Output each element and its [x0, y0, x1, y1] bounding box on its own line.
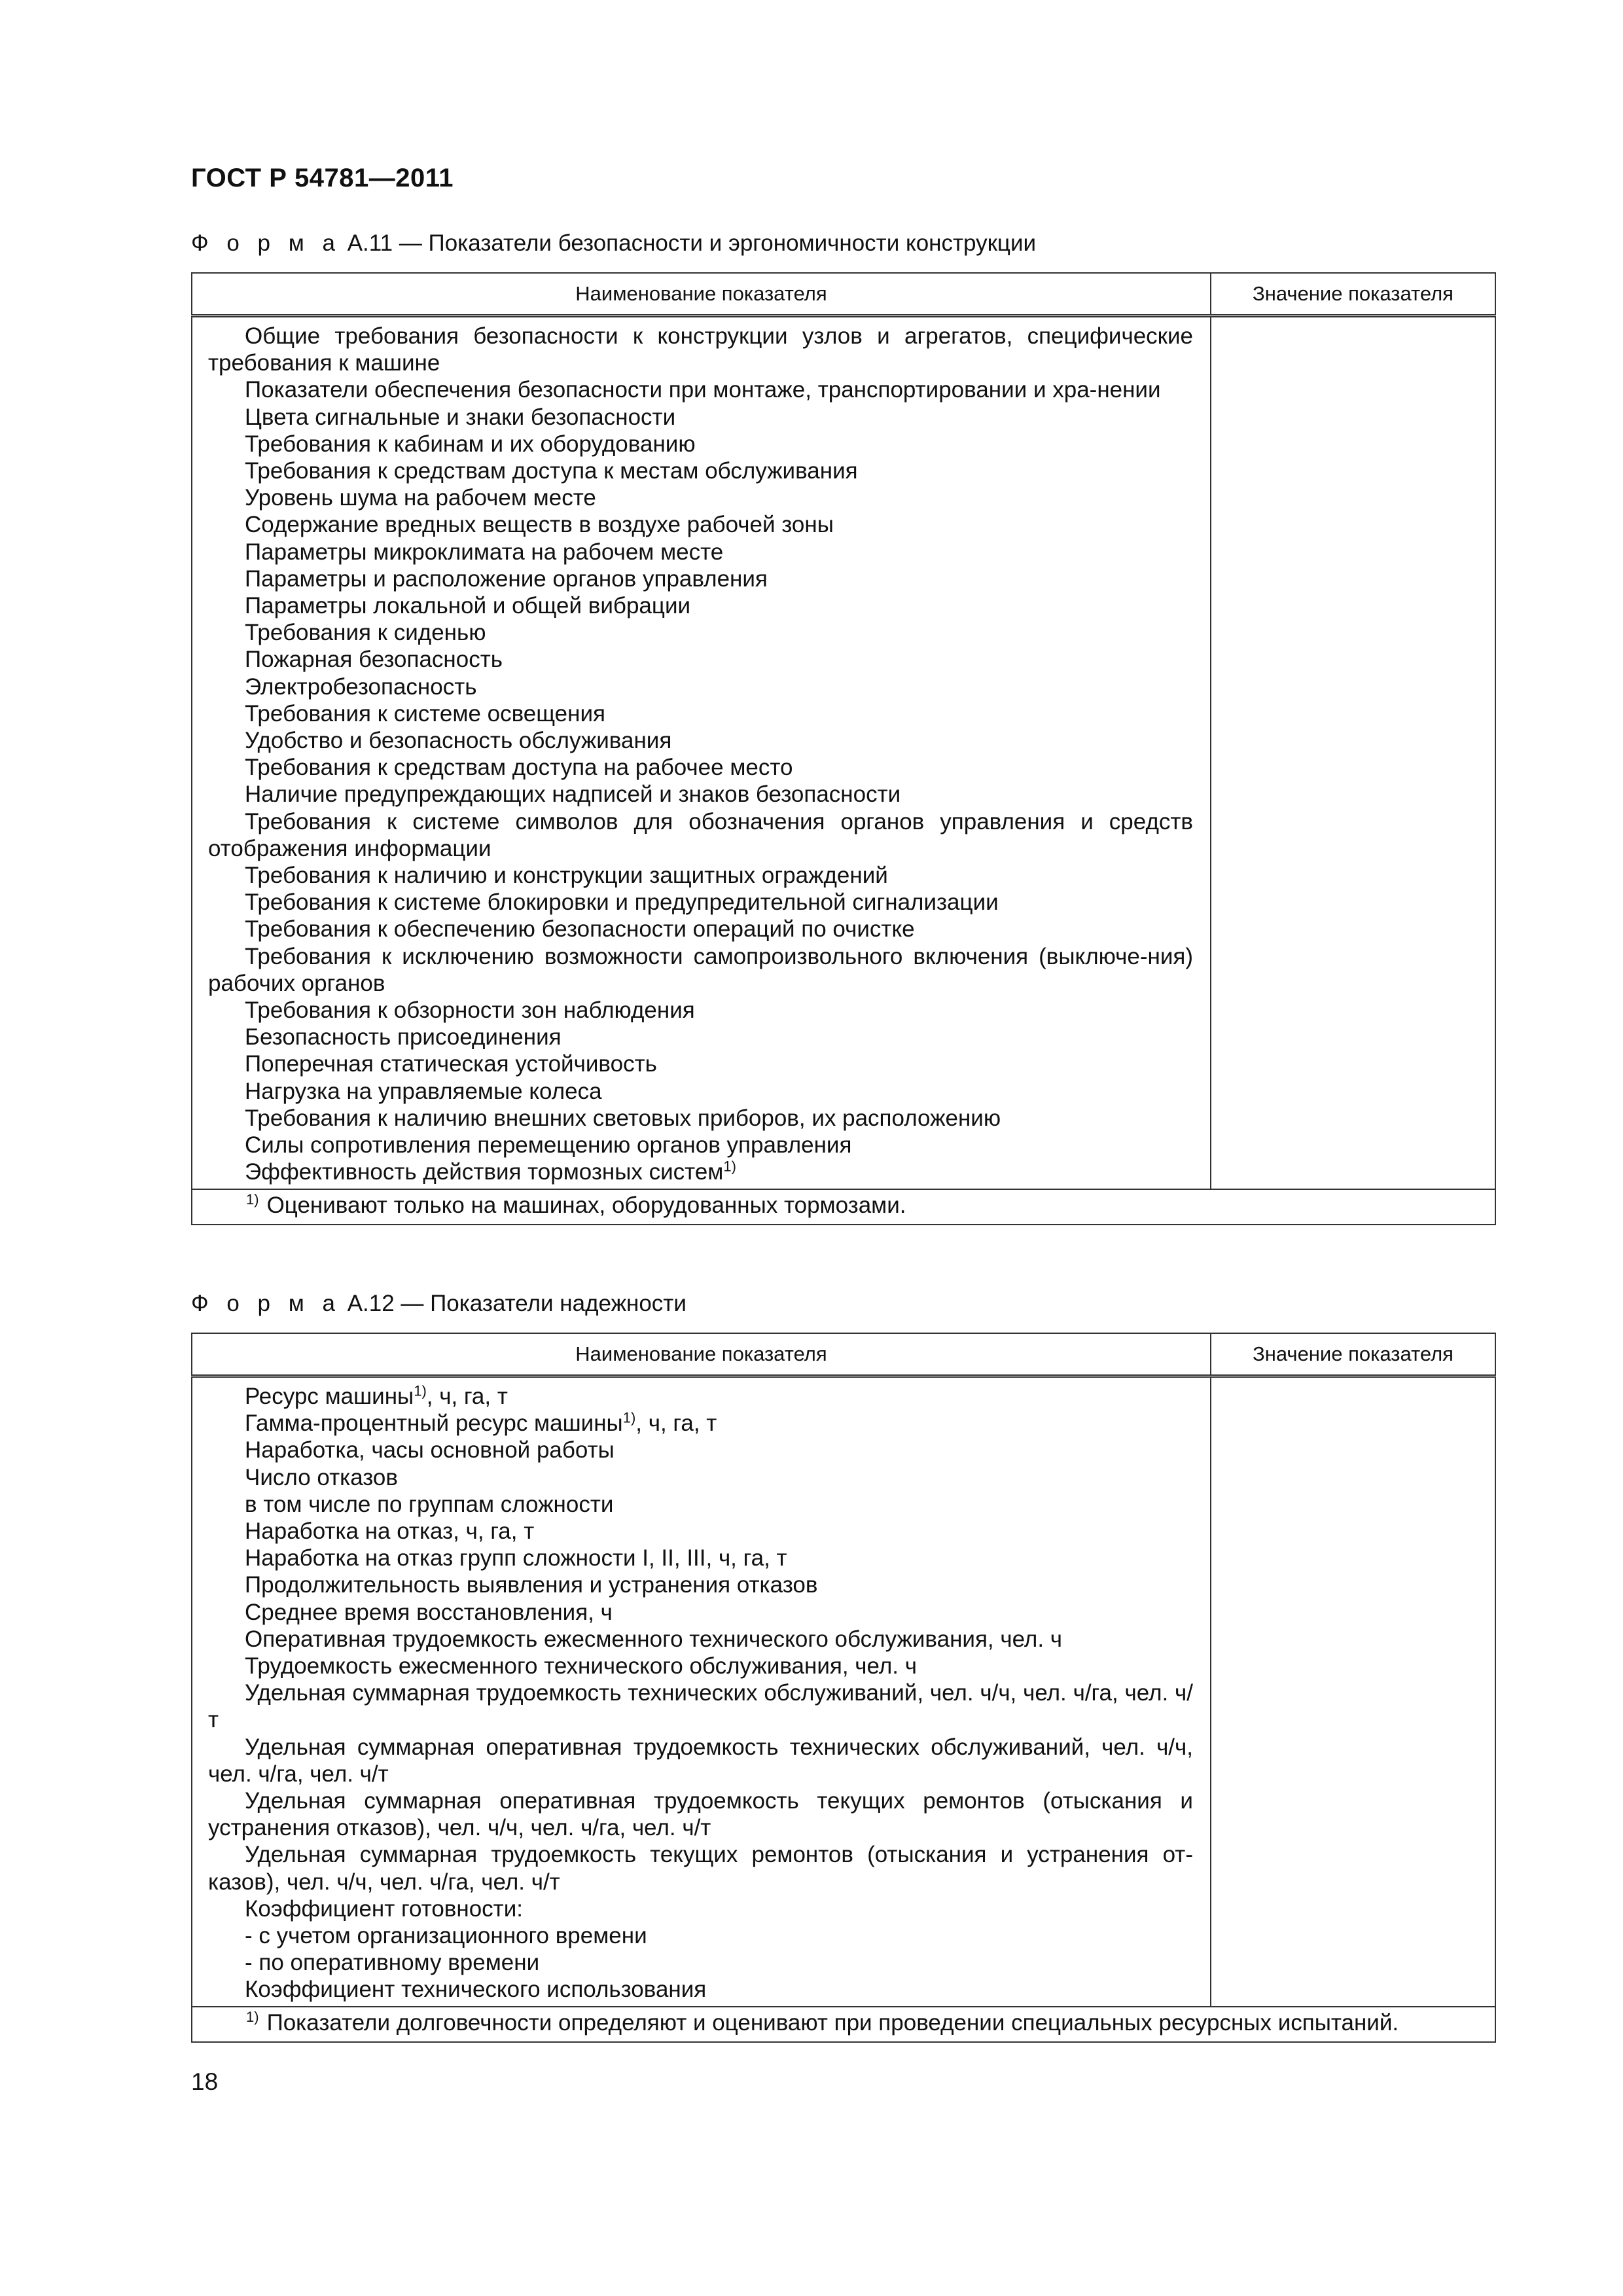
- indicator-item: [208, 484, 1193, 511]
- form-a11-caption-prefix: Ф о р м а: [191, 230, 341, 256]
- indicator-text: Удельная суммарная оперативная трудоемкость текущих ремонтов (отыскания и устранения отказов), чел. ч/ч, чел. ч/га, чел. ч/т: [208, 1788, 1193, 1841]
- indicator-text: Наработка, часы основной работы: [245, 1437, 615, 1463]
- indicator-item: [208, 1078, 1193, 1105]
- form-a12-value-cell[interactable]: [1211, 1376, 1495, 2007]
- indicator-text: Общие требования безопасности к конструкции узлов и агрегатов, специфические требования к машине: [208, 323, 1193, 376]
- indicator-item: [208, 1491, 1193, 1518]
- form-a12-items: [192, 1376, 1211, 2007]
- form-a12-header-name: Наименование показателя: [192, 1333, 1211, 1376]
- indicator-text: Нагрузка на управляемые колеса: [245, 1078, 602, 1104]
- indicator-text: Параметры локальной и общей вибрации: [245, 593, 691, 619]
- indicator-item: [208, 673, 1193, 700]
- form-a12-body-row: [192, 1376, 1495, 2007]
- indicator-item: [208, 431, 1193, 457]
- indicator-text: Требования к системе блокировки и предупредительной сигнализации: [245, 889, 999, 916]
- form-a12-header-row: [192, 1333, 1495, 1376]
- form-a12-caption: [191, 1291, 687, 1317]
- indicator-item: [208, 565, 1193, 592]
- indicator-text: Требования к наличию внешних световых приборов, их расположению: [245, 1105, 1001, 1131]
- indicator-item: [208, 1599, 1193, 1626]
- form-a11-footnote-mark: 1): [246, 1191, 259, 1208]
- form-a11-header-row: [192, 273, 1495, 316]
- indicator-item: [208, 1545, 1193, 1571]
- form-a12-caption-prefix: Ф о р м а: [191, 1291, 341, 1316]
- indicator-item: [208, 457, 1193, 484]
- indicator-item: [208, 916, 1193, 942]
- indicator-item: [208, 539, 1193, 565]
- document-code: ГОСТ Р 54781—2011: [191, 164, 454, 192]
- form-a11-table: [191, 272, 1496, 1225]
- form-a12-footnote-mark: 1): [246, 2009, 259, 2026]
- indicator-item: [208, 1132, 1193, 1158]
- indicator-item: [208, 889, 1193, 916]
- indicator-item: [208, 376, 1193, 403]
- indicator-item: [208, 943, 1193, 997]
- indicator-text: Показатели обеспечения безопасности при монтаже, транспортировании и хра-нении: [245, 377, 1161, 403]
- indicator-item: [208, 1383, 1193, 1410]
- indicator-item: [208, 1518, 1193, 1545]
- indicator-item: [208, 808, 1193, 862]
- indicator-text: - с учетом организационного времени: [245, 1923, 647, 1949]
- indicator-text: - по оперативному времени: [245, 1950, 540, 1976]
- form-a11-header-value: Значение показателя: [1211, 273, 1495, 316]
- indicator-item: [208, 1024, 1193, 1050]
- indicator-text: Требования к системе освещения: [245, 700, 605, 726]
- indicator-text: Параметры микроклимата на рабочем месте: [245, 539, 724, 565]
- indicator-text: Наработка на отказ, ч, га, т: [245, 1518, 535, 1545]
- indicator-item: [208, 404, 1193, 431]
- footnote-ref: 1): [622, 1409, 636, 1426]
- indicator-text: Требования к обеспечению безопасности операций по очистке: [245, 916, 915, 942]
- indicator-item: [208, 1105, 1193, 1132]
- form-a11-items: [192, 316, 1211, 1189]
- indicator-item: [208, 1571, 1193, 1598]
- indicator-item: [208, 619, 1193, 646]
- indicator-item: [208, 727, 1193, 754]
- indicator-item: [208, 1464, 1193, 1491]
- indicator-text: Требования к наличию и конструкции защитных ограждений: [245, 863, 888, 889]
- indicator-text: Удельная суммарная трудоемкость текущих ремонтов (отыскания и устранения от-казов), чел. ч/ч, чел. ч/га, чел. ч/т: [208, 1842, 1193, 1895]
- indicator-item: [208, 1976, 1193, 2003]
- form-a11-value-cell[interactable]: [1211, 316, 1495, 1189]
- indicator-text: Требования к кабинам и их оборудованию: [245, 431, 696, 457]
- indicator-text: Электробезопасность: [245, 673, 477, 700]
- form-a12-footnote-text: Показатели долговечности определяют и оценивают при проведении специальных ресурсных испытаний.: [266, 2009, 1399, 2036]
- indicator-text: Удельная суммарная оперативная трудоемкость технических обслуживаний, чел. ч/ч, чел. ч/га, чел. ч/т: [208, 1734, 1193, 1787]
- indicator-item: [208, 592, 1193, 619]
- indicator-text: Число отказов: [245, 1464, 398, 1490]
- indicator-item: [208, 1679, 1193, 1733]
- footnote-ref: 1): [414, 1382, 427, 1399]
- indicator-text: Требования к обзорности зон наблюдения: [245, 997, 695, 1024]
- indicator-text: Требования к средствам доступа на рабочее место: [245, 755, 793, 781]
- indicator-item: [208, 754, 1193, 781]
- indicator-text: Гамма-процентный ресурс машины: [245, 1410, 623, 1437]
- indicator-text: Содержание вредных веществ в воздухе рабочей зоны: [245, 512, 834, 538]
- indicator-text: Безопасность присоединения: [245, 1024, 562, 1050]
- indicator-item: [208, 997, 1193, 1024]
- indicator-text: Коэффициент готовности:: [245, 1895, 523, 1922]
- form-a11-footnote-row: [192, 1189, 1495, 1225]
- form-a11-caption: [191, 230, 1036, 257]
- indicator-text: Удобство и безопасность обслуживания: [245, 728, 672, 754]
- form-a11-caption-title: А.11 — Показатели безопасности и эргономичности конструкции: [340, 230, 1037, 256]
- indicator-units: , ч, га, т: [426, 1384, 508, 1409]
- indicator-text: Цвета сигнальные и знаки безопасности: [245, 404, 676, 430]
- indicator-item: [208, 1626, 1193, 1653]
- indicator-item: [208, 646, 1193, 673]
- indicator-text: Эффективность действия тормозных систем: [245, 1159, 724, 1185]
- indicator-item: [208, 1437, 1193, 1463]
- form-a11-footnote: [192, 1189, 1495, 1225]
- form-a12-header-value: Значение показателя: [1211, 1333, 1495, 1376]
- indicator-item: [208, 862, 1193, 889]
- indicator-text: Удельная суммарная трудоемкость технических обслуживаний, чел. ч/ч, чел. ч/га, чел. ч/т: [208, 1680, 1193, 1733]
- form-a12-caption-title: А.12 — Показатели надежности: [340, 1291, 687, 1316]
- indicator-text: Среднее время восстановления, ч: [245, 1599, 613, 1625]
- indicator-item: [208, 700, 1193, 727]
- form-a11-header-name: Наименование показателя: [192, 273, 1211, 316]
- form-a12-footnote: [192, 2007, 1495, 2042]
- indicator-item: [208, 1653, 1193, 1679]
- indicator-item: [208, 1895, 1193, 1922]
- indicator-text: Пожарная безопасность: [245, 647, 503, 673]
- indicator-item: [208, 323, 1193, 376]
- indicator-text: Наработка на отказ групп сложности I, II, III, ч, га, т: [245, 1545, 787, 1571]
- indicator-item: [208, 1158, 1193, 1185]
- indicator-units: , ч, га, т: [635, 1410, 717, 1437]
- indicator-text: Уровень шума на рабочем месте: [245, 485, 596, 511]
- indicator-item: [208, 781, 1193, 808]
- indicator-item: [208, 1050, 1193, 1077]
- indicator-item: [208, 1949, 1193, 1976]
- indicator-text: в том числе по группам сложности: [245, 1491, 614, 1517]
- indicator-text: Трудоемкость ежесменного технического обслуживания, чел. ч: [245, 1653, 917, 1679]
- form-a11-footnote-text: Оценивают только на машинах, оборудованных тормозами.: [266, 1192, 906, 1218]
- indicator-text: Ресурс машины: [245, 1384, 414, 1409]
- form-a12-footnote-row: [192, 2007, 1495, 2042]
- indicator-text: Требования к исключению возможности самопроизвольного включения (выключе-ния) рабочих органов: [208, 943, 1193, 996]
- indicator-text: Поперечная статическая устойчивость: [245, 1051, 657, 1077]
- indicator-text: Требования к системе символов для обозначения органов управления и средств отображения информации: [208, 808, 1193, 861]
- footnote-ref: 1): [723, 1158, 736, 1175]
- indicator-item: [208, 1787, 1193, 1841]
- form-a11-body-row: [192, 316, 1495, 1189]
- indicator-text: Коэффициент технического использования: [245, 1977, 707, 2003]
- indicator-text: Параметры и расположение органов управления: [245, 565, 768, 592]
- indicator-item: [208, 1734, 1193, 1787]
- indicator-text: Продолжительность выявления и устранения отказов: [245, 1572, 818, 1598]
- indicator-item: [208, 1841, 1193, 1895]
- indicator-text: Оперативная трудоемкость ежесменного технического обслуживания, чел. ч: [245, 1626, 1063, 1652]
- indicator-item: [208, 1410, 1193, 1437]
- page-number: 18: [191, 2068, 219, 2095]
- form-a12-table: [191, 1333, 1496, 2043]
- indicator-text: Наличие предупреждающих надписей и знаков безопасности: [245, 781, 901, 808]
- indicator-text: Требования к сиденью: [245, 620, 486, 646]
- indicator-item: [208, 511, 1193, 538]
- indicator-text: Требования к средствам доступа к местам обслуживания: [245, 458, 858, 484]
- indicator-text: Силы сопротивления перемещению органов управления: [245, 1132, 852, 1158]
- indicator-item: [208, 1922, 1193, 1949]
